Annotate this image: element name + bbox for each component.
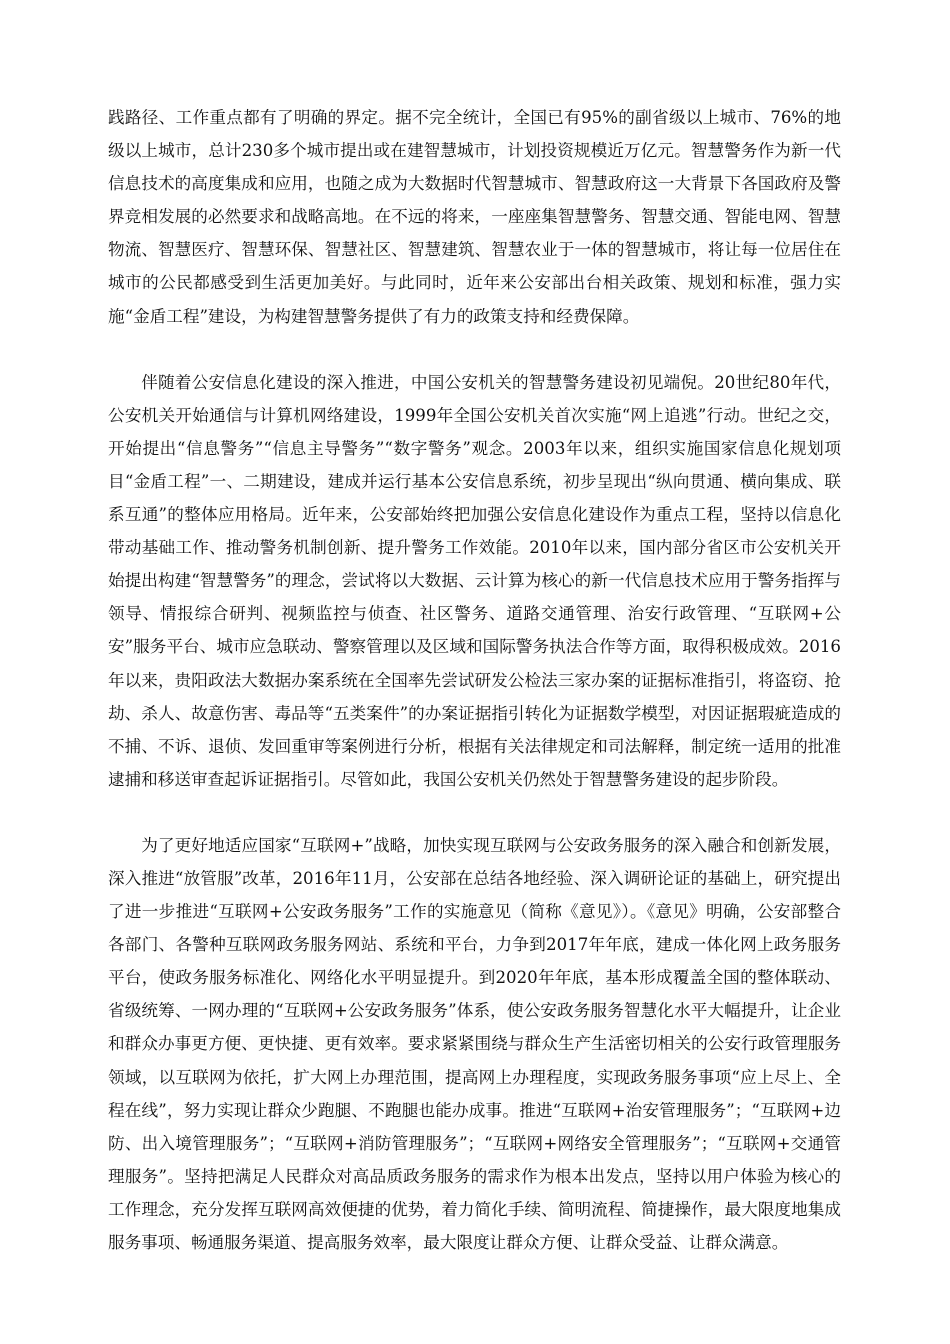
paragraph-continuation: 践路径、工作重点都有了明确的界定。据不完全统计，全国已有95%的副省级以上城市、76%的地级以上城市，总计230多个城市提出或在建智慧城市，计划投资规模近万亿元。智慧警务作为新一代信息技术的高度集成和应用，也随之成为大数据时代智慧城市、智慧政府这一大背景下各国政府及警界竞相发展的必然要求和战略高地。在不远的将来，一座座集智慧警务、智慧交通、智能电网、智慧物流、智慧医疗、智慧环保、智慧社区、智慧建筑、智慧农业于一体的智慧城市，将让每一位居住在城市的公民都感受到生活更加美好。与此同时，近年来公安部出台相关政策、规划和标准，强力实施“金盾工程”建设，为构建智慧警务提供了有力的政策支持和经费保障。 [108,108,841,326]
paragraph-police-informatization: 伴随着公安信息化建设的深入推进，中国公安机关的智慧警务建设初见端倪。20世纪80年代，公安机关开始通信与计算机网络建设，1999年全国公安机关首次实施“网上追逃”行动。世纪之交，开始提出“信息警务”“信息主导警务”“数字警务”观念。2003年以来，组织实施国家信息化规划项目“金盾工程”一、二期建设，建成并运行基本公安信息系统，初步呈现出“纵向贯通、横向集成、联系互通”的整体应用格局。近年来，公安部始终把加强公安信息化建设作为重点工程，坚持以信息化带动基础工作、推动警务机制创新、提升警务工作效能。2010年以来，国内部分省区市公安机关开始提出构建“智慧警务”的理念，尝试将以大数据、云计算为核心的新一代信息技术应用于警务指挥与领导、情报综合研判、视频监控与侦查、社区警务、道路交通管理、治安行政管理、“互联网+公安”服务平台、城市应急联动、警察管理以及区域和国际警务执法合作等方面，取得积极成效。2016年以来，贵阳政法大数据办案系统在全国率先尝试研发公检法三家办案的证据标准指引，将盗窃、抢劫、杀人、故意伤害、毒品等“五类案件”的办案证据指引转化为证据数学模型，对因证据瑕疵造成的不捕、不诉、退侦、发回重审等案例进行分析，根据有关法律规定和司法解释，制定统一适用的批准逮捕和移送审查起诉证据指引。尽管如此，我国公安机关仍然处于智慧警务建设的起步阶段。 [108,372,841,789]
paragraph-spacer [108,333,841,366]
paragraph-spacer [108,796,841,829]
paragraph-internet-plus-services: 为了更好地适应国家“互联网+”战略，加快实现互联网与公安政务服务的深入融合和创新发展，深入推进“放管服”改革，2016年11月，公安部在总结各地经验、深入调研论证的基础上，研究提出了进一步推进“互联网+公安政务服务”工作的实施意见（简称《意见》）。《意见》明确，公安部整合各部门、各警种互联网政务服务网站、系统和平台，力争到2017年年底，建成一体化网上政务服务平台，使政务服务标准化、网络化水平明显提升。到2020年年底，基本形成覆盖全国的整体联动、省级统筹、一网办理的“互联网+公安政务服务”体系，使公安政务服务智慧化水平大幅提升，让企业和群众办事更方便、更快捷、更有效率。要求紧紧围绕与群众生产生活密切相关的公安行政管理服务领域，以互联网为依托，扩大网上办理范围，提高网上办理程度，实现政务服务事项“应上尽上、全程在线”，努力实现让群众少跑腿、不跑腿也能办成事。推进“互联网+治安管理服务”；“互联网+边防、出入境管理服务”；“互联网+消防管理服务”；“互联网+网络安全管理服务”；“互联网+交通管理服务”。坚持把满足人民群众对高品质政务服务的需求作为根本出发点，坚持以用户体验为核心的工作理念，充分发挥互联网高效便捷的优势，着力简化手续、简明流程、简捷操作，最大限度地集成服务事项、畅通服务渠道、提高服务效率，最大限度让群众方便、让群众受益、让群众满意。 [108,835,841,1252]
document-body [108,101,841,1259]
